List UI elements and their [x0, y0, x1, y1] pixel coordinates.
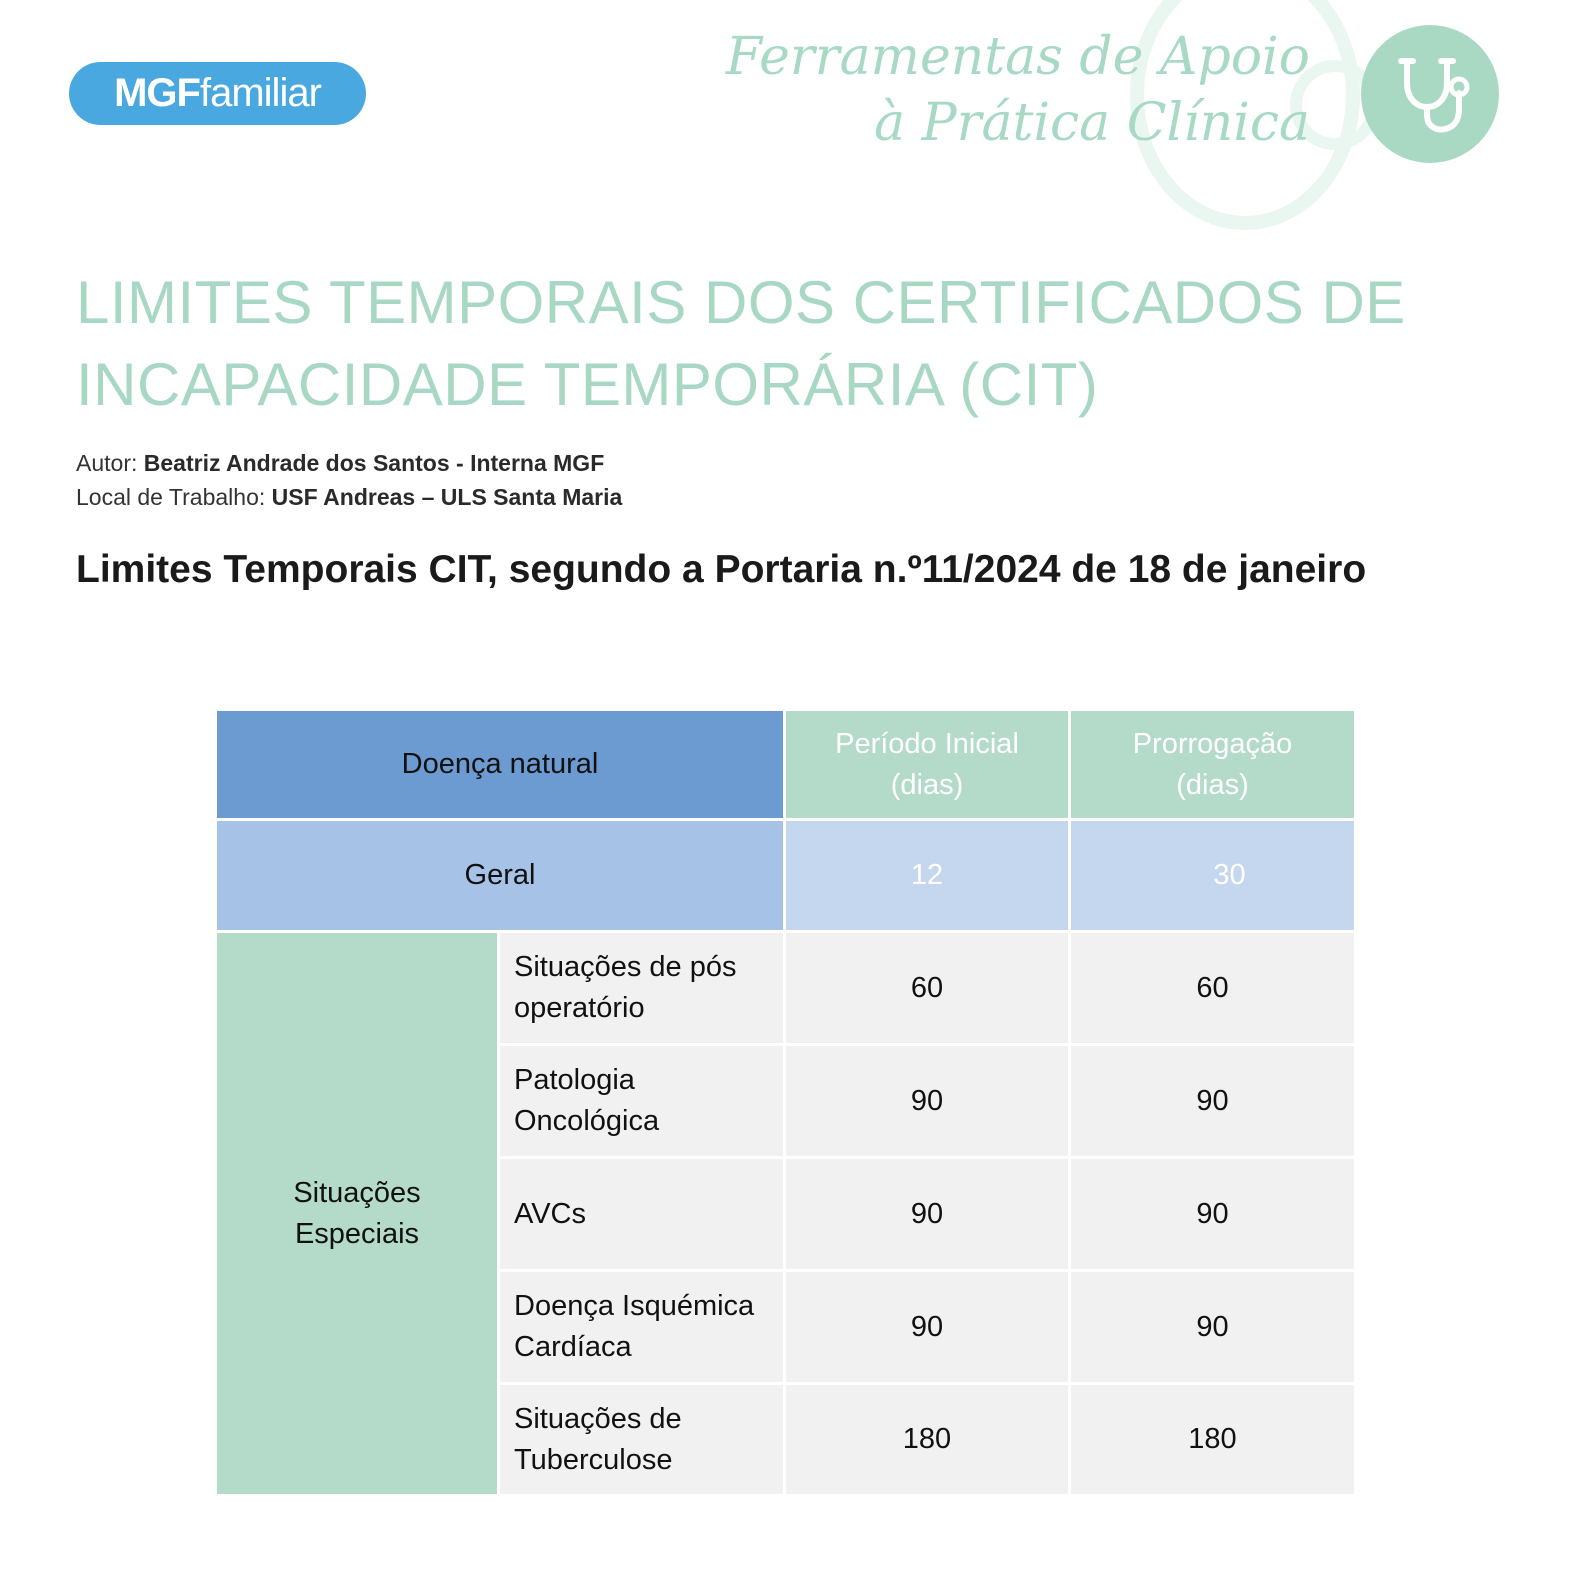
row-label-line-1: Situações de pós — [514, 951, 737, 983]
row-initial: 180 — [785, 1384, 1070, 1496]
geral-label: Geral — [216, 820, 785, 932]
geral-initial: 12 — [785, 820, 1070, 932]
tagline — [726, 24, 1310, 156]
header-periodo-inicial — [785, 710, 1070, 820]
mgfamiliar-logo — [69, 62, 366, 125]
row-label-line-2: Tuberculose — [514, 1443, 673, 1476]
workplace-line — [76, 480, 622, 514]
author-value: Beatriz Andrade dos Santos - Interna MGF — [143, 450, 605, 476]
tagline-line-1: Ferramentas de Apoio — [725, 27, 1310, 87]
row-initial: 60 — [785, 932, 1070, 1045]
situacoes-especiais-label — [216, 932, 499, 1496]
row-extension: 90 — [1070, 1045, 1356, 1158]
header-periodo-inicial-line-2: (dias) — [890, 768, 964, 801]
document-title-line-2: INCAPACIDADE TEMPORÁRIA (CIT) — [76, 351, 1099, 418]
section-subtitle: Limites Temporais CIT, segundo a Portaria n.º11/2024 de 18 de janeiro — [76, 548, 1367, 591]
row-label-line-1: Situações de — [514, 1402, 682, 1435]
row-extension: 90 — [1070, 1271, 1356, 1384]
row-label — [499, 1384, 785, 1496]
row-label-line-2: Oncológica — [514, 1105, 660, 1137]
row-label — [499, 1271, 785, 1384]
row-label-line-2: Cardíaca — [514, 1331, 632, 1363]
header-periodo-inicial-line-1: Período Inicial — [835, 727, 1019, 760]
situacoes-especiais-line-1: Situações — [293, 1176, 421, 1209]
geral-extension: 30 — [1070, 820, 1356, 932]
row-initial: 90 — [785, 1158, 1070, 1271]
header-prorrogacao — [1070, 710, 1356, 820]
tagline-line-2: à Prática Clínica — [874, 93, 1310, 153]
row-initial: 90 — [785, 1271, 1070, 1384]
document-meta — [76, 446, 622, 514]
row-initial: 90 — [785, 1045, 1070, 1158]
table-header-row — [216, 710, 1356, 820]
header-prorrogacao-line-2: (dias) — [1176, 768, 1249, 801]
workplace-label: Local de Trabalho: — [76, 484, 266, 510]
document-title — [76, 262, 1496, 426]
header-prorrogacao-line-1: Prorrogação — [1132, 727, 1293, 760]
logo-part-mgf: MGF — [114, 71, 200, 115]
row-extension: 90 — [1070, 1158, 1356, 1271]
row-label-line-2: operatório — [514, 992, 645, 1024]
row-label — [499, 1045, 785, 1158]
author-label: Autor: — [76, 450, 138, 476]
stethoscope-icon — [1361, 25, 1499, 163]
row-label — [499, 1158, 785, 1271]
table-row — [216, 932, 1356, 1045]
row-extension: 60 — [1070, 932, 1356, 1045]
row-extension: 180 — [1070, 1384, 1356, 1496]
header-doenca-natural: Doença natural — [216, 710, 785, 820]
row-label-line-1: AVCs — [514, 1197, 586, 1230]
situacoes-especiais-line-2: Especiais — [294, 1217, 420, 1250]
workplace-value: USF Andreas – ULS Santa Maria — [271, 484, 623, 510]
document-title-line-1: LIMITES TEMPORAIS DOS CERTIFICADOS DE — [76, 269, 1406, 336]
author-line — [76, 446, 622, 480]
stethoscope-svg — [1385, 49, 1475, 139]
table-row-geral — [216, 820, 1356, 932]
row-label — [499, 932, 785, 1045]
row-label-line-1: Patologia — [514, 1064, 635, 1096]
cit-limits-table — [214, 708, 1357, 1497]
row-label-line-1: Doença Isquémica — [514, 1290, 755, 1322]
logo-part-familiar: familiar — [199, 71, 321, 115]
